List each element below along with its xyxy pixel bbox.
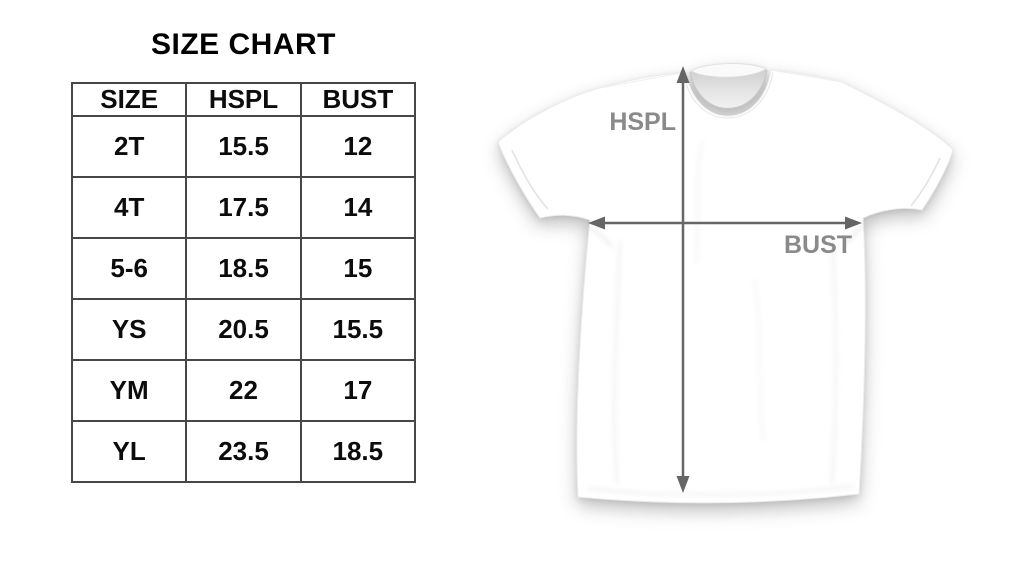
table-header-row — [72, 83, 415, 116]
bust-cell: 14 — [301, 177, 415, 238]
table-row — [72, 299, 415, 360]
size-cell: YL — [72, 421, 186, 482]
bust-cell: 17 — [301, 360, 415, 421]
size-cell: YS — [72, 299, 186, 360]
tshirt-illustration — [498, 64, 953, 503]
size-cell: 5-6 — [72, 238, 186, 299]
header-cell-bust: BUST — [301, 83, 415, 116]
hspl-cell: 17.5 — [186, 177, 300, 238]
tshirt-measurement-diagram — [470, 30, 990, 550]
bust-cell: 12 — [301, 116, 415, 177]
size-cell: YM — [72, 360, 186, 421]
table-row — [72, 177, 415, 238]
table-row — [72, 360, 415, 421]
bust-cell: 18.5 — [301, 421, 415, 482]
hspl-cell: 18.5 — [186, 238, 300, 299]
size-cell: 2T — [72, 116, 186, 177]
hspl-label: HSPL — [609, 108, 676, 136]
size-table — [71, 82, 416, 483]
bust-cell: 15 — [301, 238, 415, 299]
hspl-cell: 15.5 — [186, 116, 300, 177]
size-cell: 4T — [72, 177, 186, 238]
header-cell-hspl: HSPL — [186, 83, 300, 116]
bust-cell: 15.5 — [301, 299, 415, 360]
table-row — [72, 421, 415, 482]
tshirt-body — [498, 70, 953, 503]
hspl-cell: 22 — [186, 360, 300, 421]
page-title: SIZE CHART — [151, 28, 336, 61]
table-row — [72, 116, 415, 177]
hspl-cell: 20.5 — [186, 299, 300, 360]
hspl-cell: 23.5 — [186, 421, 300, 482]
header-cell-size: SIZE — [72, 83, 186, 116]
table-row — [72, 238, 415, 299]
bust-label: BUST — [783, 231, 853, 259]
